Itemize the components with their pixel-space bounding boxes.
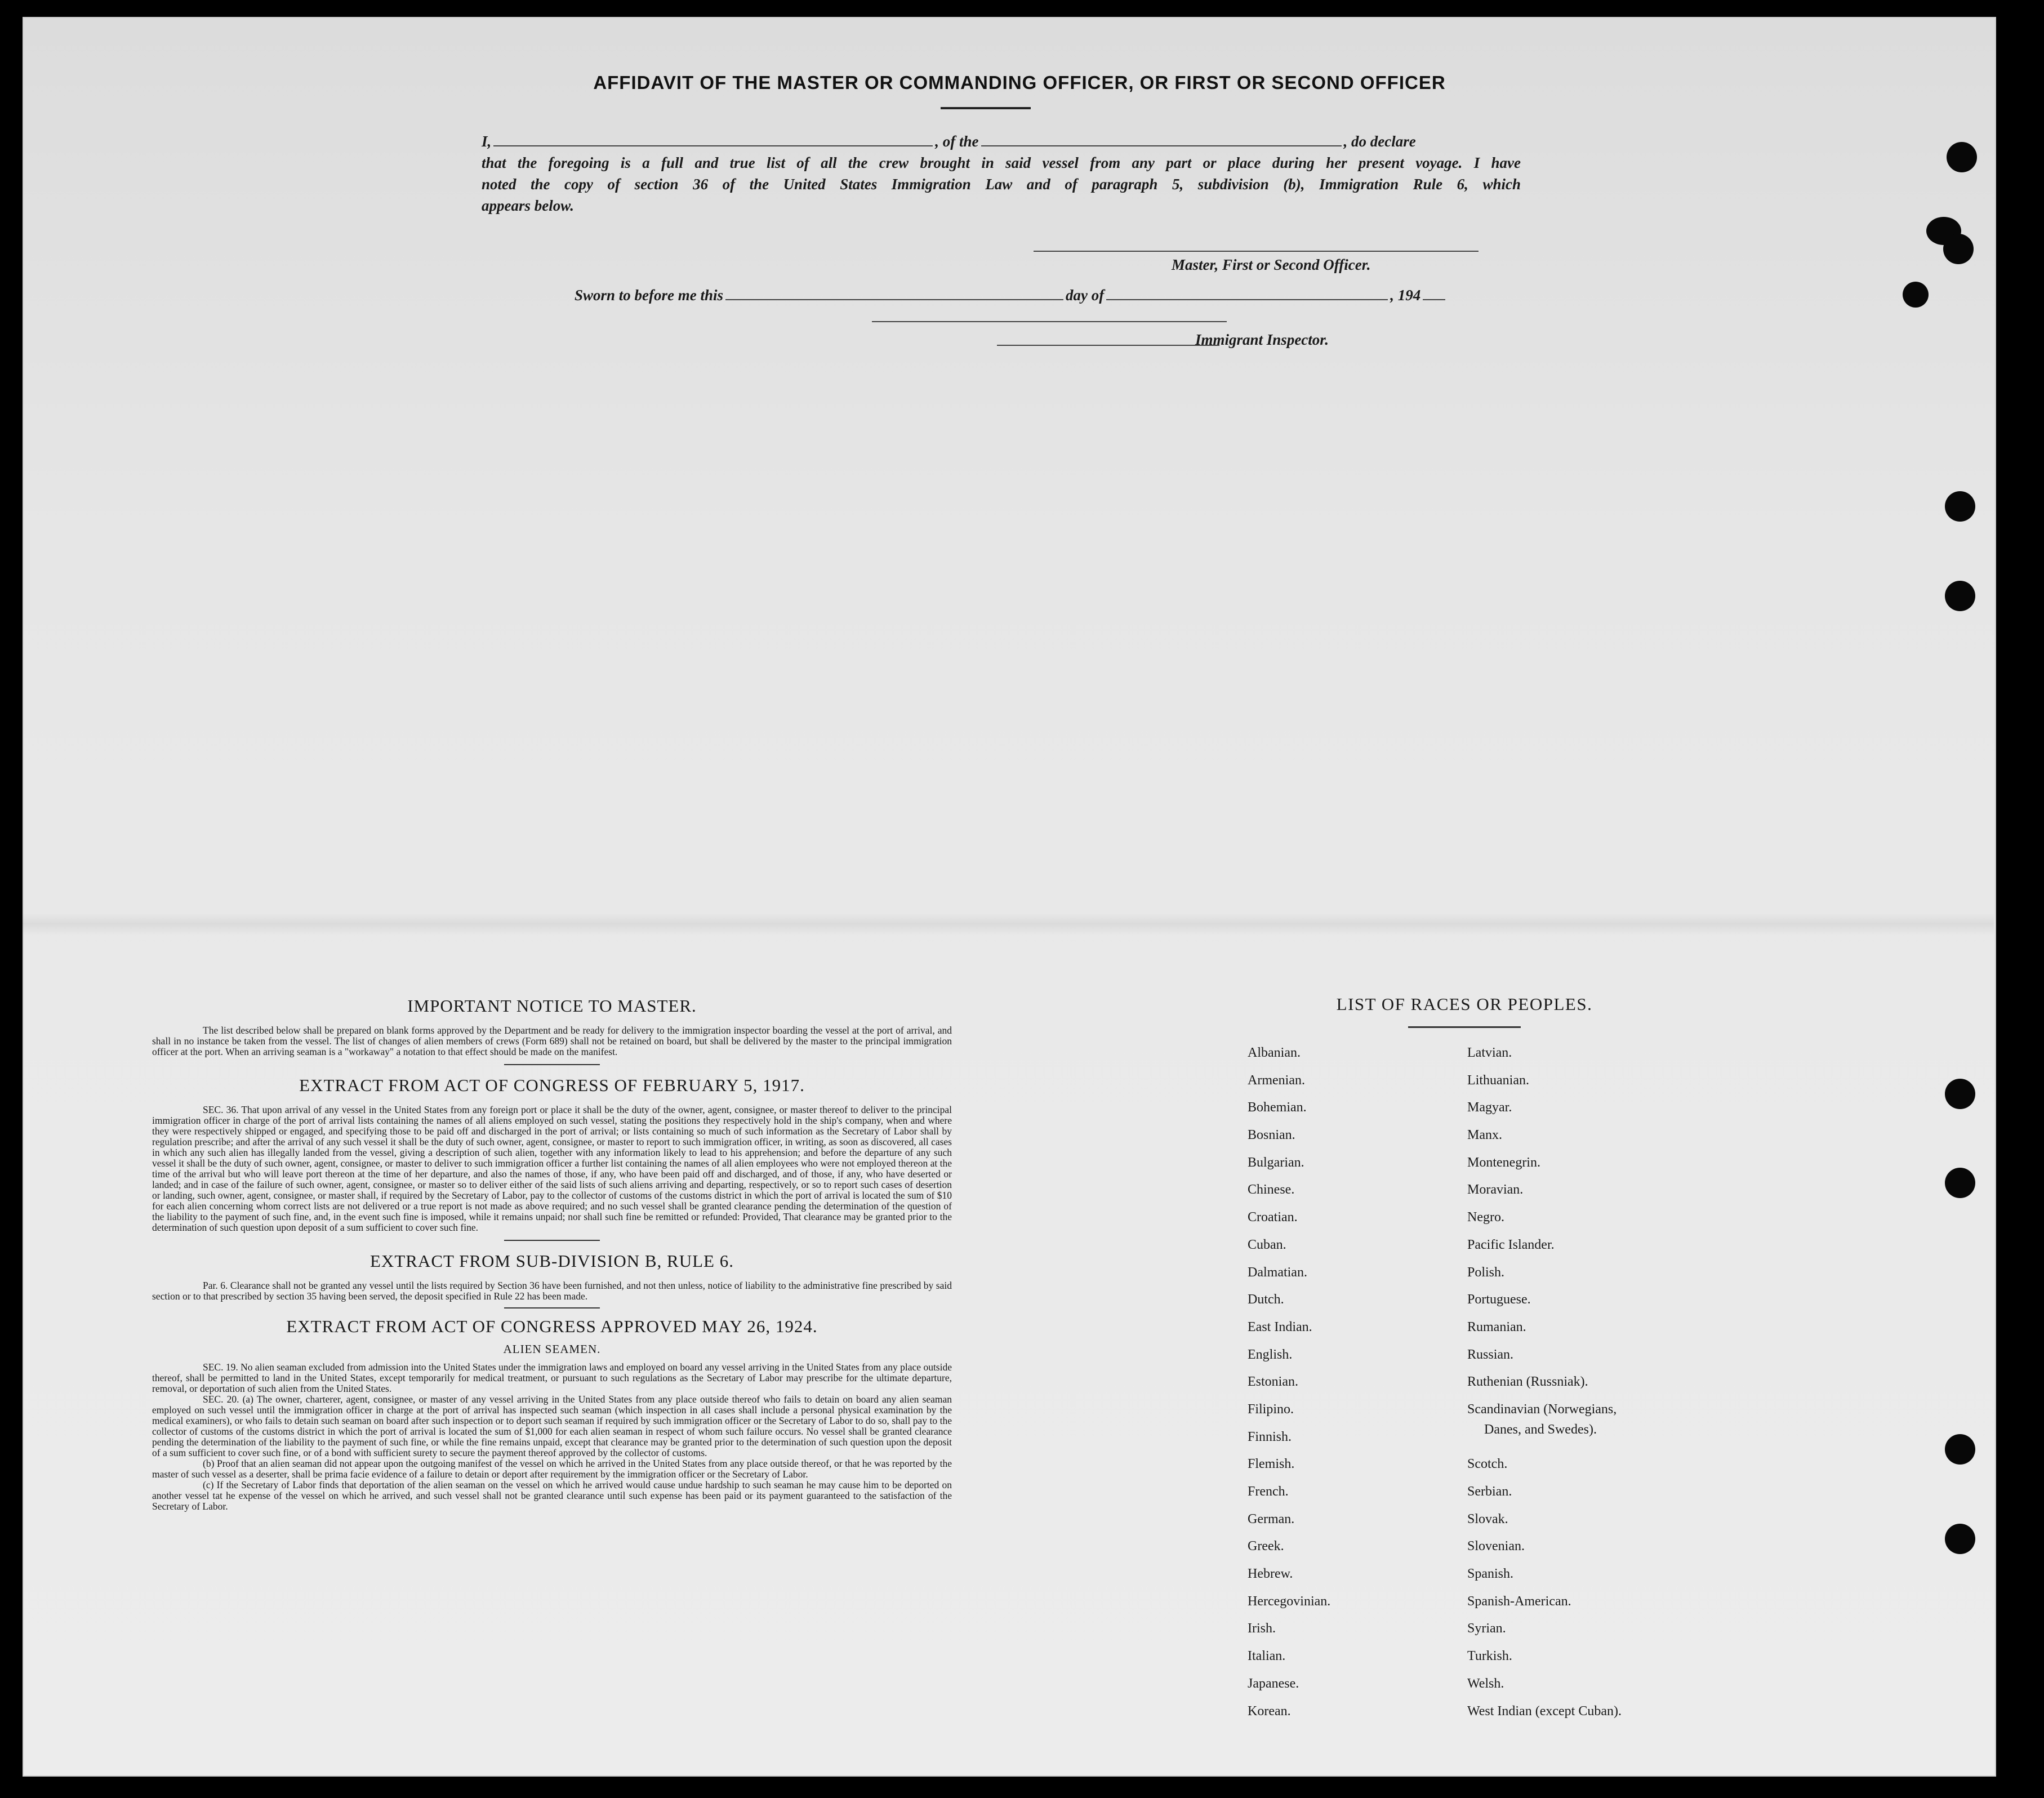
punch-hole (1947, 142, 1977, 172)
race-item: German. (1248, 1511, 1295, 1526)
sworn-month-field[interactable] (1106, 284, 1388, 300)
race-item: Slovak. (1467, 1511, 1508, 1526)
race-item: Armenian. (1248, 1072, 1305, 1088)
race-item: Japanese. (1248, 1676, 1299, 1691)
race-item: Polish. (1467, 1265, 1505, 1280)
race-item: Bosnian. (1248, 1128, 1295, 1143)
section-20a-text: SEC. 20. (a) The owner, charterer, agent, consignee, or master of any vessel arriving in the United States from any place outside thereof who fails to detain on board any alien seaman employed on such vessel until the immigration officer in charge at the port of arrival has inspected such seaman (which inspection in all cases shall include a personal physical examination by the medical examiners), or who fails to detain such seaman on board after such inspection or to deport such seaman if required by such immigration officer or the Secretary of Labor to do so, shall pay to the collector of customs of the customs district in which the port of arrival is located the sum of $1,000 for each alien seaman in respect of whom such failure occurs. No vessel shall be granted clearance pending the determination of the liability to the payment of such fine, or while the fine remains unpaid, except that clearance may be granted prior to the determination of such question upon the deposit of a sum sufficient to cover such fine, or of a bond with sufficient surety to secure the payment thereof approved by the collector of customs. (152, 1394, 952, 1458)
race-item-scandinavian (1467, 1399, 1622, 1453)
inspector-label: Immigrant Inspector. (1195, 331, 1329, 348)
race-item: Syrian. (1467, 1621, 1506, 1636)
race-item: Hebrew. (1248, 1566, 1293, 1582)
race-item: English. (1248, 1347, 1293, 1362)
punch-hole (1943, 234, 1974, 264)
affidavit-title: AFFIDAVIT OF THE MASTER OR COMMANDING OFFICER, OR FIRST OR SECOND OFFICER (593, 72, 1446, 93)
race-item: Magyar. (1467, 1100, 1512, 1115)
affidavit-body (482, 131, 1521, 216)
title-underline (941, 107, 1031, 109)
affidavit-text-line: noted the copy of section 36 of the United States Immigration Law and of paragraph 5, subdivision (b), Immigration Rule 6, which (482, 176, 1521, 193)
inspector-name-field[interactable] (997, 345, 1219, 346)
of-the-label: , of the (935, 133, 979, 150)
race-item: Cuban. (1248, 1237, 1286, 1252)
race-item: Chinese. (1248, 1182, 1295, 1198)
race-item: Ruthenian (Russniak). (1467, 1374, 1588, 1390)
race-item: Slovenian. (1467, 1539, 1525, 1554)
race-item: Scotch. (1467, 1457, 1508, 1472)
race-item: Spanish-American. (1467, 1594, 1571, 1609)
year-label: , 194 (1390, 287, 1421, 304)
punch-hole (1903, 282, 1929, 308)
races-title: LIST OF RACES OR PEOPLES. (1336, 994, 1593, 1014)
race-item: Latvian. (1467, 1045, 1512, 1060)
race-item: Dutch. (1248, 1292, 1284, 1307)
extract-rule6-title: EXTRACT FROM SUB-DIVISION B, RULE 6. (370, 1251, 734, 1271)
race-item: West Indian (except Cuban). (1467, 1703, 1622, 1719)
race-item: French. (1248, 1484, 1289, 1499)
divider (504, 1240, 600, 1241)
day-of-label: day of (1066, 287, 1105, 304)
race-item: Filipino. (1248, 1401, 1294, 1417)
sworn-day-field[interactable] (725, 284, 1063, 300)
notice-column (152, 996, 952, 1512)
punch-hole (1945, 1168, 1975, 1198)
punch-hole (1945, 1434, 1975, 1465)
punch-hole (1945, 1079, 1975, 1109)
race-item: Moravian. (1467, 1182, 1524, 1198)
extract-1917-title: EXTRACT FROM ACT OF CONGRESS OF FEBRUARY 5, 1917. (299, 1075, 805, 1095)
punch-hole (1945, 581, 1975, 611)
extract-1917-text: SEC. 36. That upon arrival of any vessel in the United States from any foreign port or place it shall be the duty of the owner, agent, consignee, or master thereof to deliver to the principal immigration officer in charge of the port of arrival lists containing the names of all aliens employed on such vessel, stating the positions they respectively hold in the ship's company, when and where they were respectively shipped or engaged, and specifying those to be paid off and discharged in the port of arrival; or lists containing so much of such information as the Secretary of Labor shall by regulation prescribe; and after the arrival of any such vessel it shall be the duty of such owner, agent, consignee, or master to report to such immigration officer, in writing, as soon as discovered, all cases in which any such alien has illegally landed from the vessel, giving a description of such alien, together with any information likely to lead to his apprehension; and before the departure of any such vessel it shall be the duty of such owner, agent, consignee, or master to deliver to such immigration officer a further list containing the names of all alien employees who were not employed thereon at the time of the arrival but who will leave port thereon at the time of her departure, and also the names of those, if any, who have been paid off and discharged, and of those, if any, who have deserted or landed; and in case of the failure of such owner, agent, consignee, or master so to deliver either of the said lists of such aliens arriving and departing, respectively, or so to report such cases of desertion or landing, such owner, agent, consignee, or master shall, if required by the Secretary of Labor, pay to the collector of customs of the customs district in which the port of arrival is located the sum of $10 for each alien concerning whom correct lists are not delivered or a true report is not made as above required; and no such vessel shall be granted clearance pending the determination of the question of the liability to the payment of such fine, and, in the event such fine is imposed, while it remains unpaid; nor shall such fine be remitted or refunded: Provided, That clearance may be granted prior to the determination of such question upon deposit of a sum sufficient to cover such fine. (152, 1104, 952, 1233)
section-19-text: SEC. 19. No alien seaman excluded from admission into the United States under the immigration laws and employed on board any vessel arriving in the United States from any place outside thereof, shall be permitted to land in the United States, except temporarily for medical treatment, or pursuant to such regulations as the Secretary of Labor may prescribe for the ultimate departure, removal, or deportation of such alien from the United States. (152, 1361, 952, 1394)
race-item: Croatian. (1248, 1210, 1298, 1225)
race-item: Portuguese. (1467, 1292, 1531, 1307)
race-item: Welsh. (1467, 1676, 1504, 1691)
punch-hole (1945, 491, 1975, 522)
race-item: Dalmatian. (1248, 1265, 1307, 1280)
races-left-column (1248, 1042, 1330, 1728)
races-right-column (1467, 1042, 1622, 1728)
race-item: Hercegovinian. (1248, 1594, 1331, 1609)
race-item: Irish. (1248, 1621, 1276, 1636)
declarant-name-field[interactable] (493, 131, 933, 146)
divider (504, 1307, 600, 1309)
section-20c-text: (c) If the Secretary of Labor finds that deportation of the alien seaman on the vessel on which he arrived would cause undue hardship to such seaman he may cause him to be deported on another vessel tat he expense of the vessel on which he arrived, and such vessel shall not be granted clearance until such expense has been paid or its payment guaranteed to the satisfaction of the Secretary of Labor. (152, 1479, 952, 1512)
races-underline (1408, 1026, 1521, 1028)
race-item: Negro. (1467, 1210, 1504, 1225)
race-item: Italian. (1248, 1649, 1286, 1664)
master-signature-field[interactable] (1034, 251, 1479, 252)
race-item-continuation: Danes, and Swedes). (1484, 1422, 1597, 1437)
race-item: Albanian. (1248, 1045, 1301, 1060)
section-20b-text: (b) Proof that an alien seaman did not appear upon the outgoing manifest of the vessel on which he arrived in the United States from any place outside thereof, or that he was reported by the master of such vessel as a deserter, shall be prima facie evidence of a failure to detain or deport after requirement by the immigration officer or the Secretary of Labor. (152, 1458, 952, 1480)
declarant-prefix: I, (482, 133, 492, 150)
race-item: Lithuanian. (1467, 1072, 1529, 1088)
divider (504, 1064, 600, 1065)
affidavit-text-line: appears below. (482, 197, 574, 214)
race-item: Spanish. (1467, 1566, 1514, 1582)
race-item: East Indian. (1248, 1319, 1312, 1334)
notice-text: The list described below shall be prepared on blank forms approved by the Department and be ready for delivery to the immigration inspector boarding the vessel at the port of arrival, and shall in no instance be taken from the vessel. The list of changes of alien members of crews (Form 689) shall not be retained on board, but shall be delivered by the master to the principal immigration officer at the port. When an arriving seaman is a "workaway" a notation to that effect should be made on the manifest. (152, 1025, 952, 1057)
race-item: Greek. (1248, 1539, 1284, 1554)
race-item: Korean. (1248, 1703, 1291, 1719)
race-item: Montenegrin. (1467, 1155, 1540, 1170)
notice-title: IMPORTANT NOTICE TO MASTER. (407, 996, 697, 1016)
extract-rule6-text: Par. 6. Clearance shall not be granted any vessel until the lists required by Section 36 have been furnished, and not then unless, notice of liability to the administrative fine prescribed by said section or to that prescribed by section 35 having been served, the deposit specified in Rule 22 has been made. (152, 1280, 952, 1302)
race-item: Manx. (1467, 1128, 1502, 1143)
declare-label: , do declare (1343, 133, 1416, 150)
race-item: Serbian. (1467, 1484, 1512, 1499)
declaration-line (482, 131, 1521, 152)
race-item: Pacific Islander. (1467, 1237, 1555, 1252)
race-item: Russian. (1467, 1347, 1514, 1362)
inspector-signature-field[interactable] (872, 321, 1227, 322)
sworn-label: Sworn to before me this (575, 287, 724, 304)
affidavit-text-line: that the foregoing is a full and true list of all the crew brought in said vessel from any part or place during her present voyage. I have (482, 154, 1521, 171)
paper-fold (23, 913, 1994, 935)
race-item: Bohemian. (1248, 1100, 1307, 1115)
punch-hole (1945, 1524, 1975, 1554)
race-item: Rumanian. (1467, 1319, 1526, 1334)
sworn-line (575, 284, 1507, 304)
race-item: Turkish. (1467, 1649, 1512, 1664)
master-label: Master, First or Second Officer. (1172, 256, 1371, 273)
sworn-year-field[interactable] (1423, 284, 1445, 300)
race-item: Scandinavian (Norwegians, (1467, 1401, 1617, 1417)
extract-1924-title: EXTRACT FROM ACT OF CONGRESS APPROVED MAY 26, 1924. (286, 1316, 818, 1336)
race-item: Estonian. (1248, 1374, 1298, 1390)
document-sheet (23, 17, 1996, 1777)
alien-seamen-subtitle: ALIEN SEAMEN. (503, 1342, 601, 1356)
race-item: Flemish. (1248, 1457, 1295, 1472)
race-item: Finnish. (1248, 1429, 1292, 1444)
race-item: Bulgarian. (1248, 1155, 1304, 1170)
vessel-name-field[interactable] (981, 131, 1342, 146)
